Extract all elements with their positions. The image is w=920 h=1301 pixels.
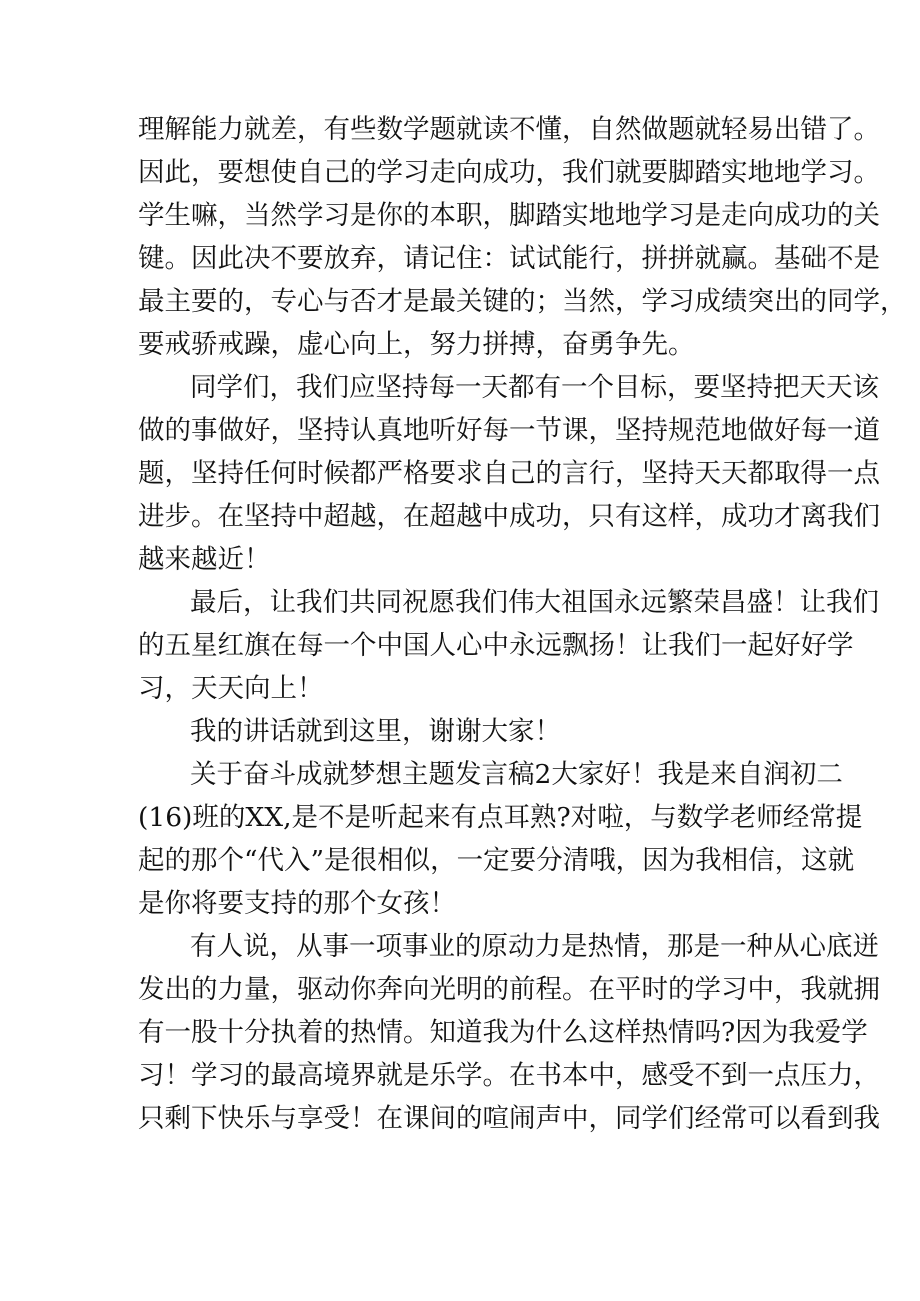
text-line: 学生嘛，当然学习是你的本职，脚踏实地地学习是走向成功的关 bbox=[138, 200, 880, 231]
paragraph-start-line: 关于奋斗成就梦想主题发言稿2大家好！我是来自润初二 bbox=[190, 759, 843, 790]
text-line: 键。因此决不要放弃，请记住：试试能行，拼拼就赢。基础不是 bbox=[138, 243, 880, 274]
text-line: 进步。在坚持中超越，在超越中成功，只有这样，成功才离我们 bbox=[138, 501, 880, 532]
text-line: 发出的力量，驱动你奔向光明的前程。在平时的学习中，我就拥 bbox=[138, 974, 880, 1005]
text-line: 题，坚持任何时候都严格要求自己的言行，坚持天天都取得一点 bbox=[138, 458, 880, 489]
text-line: 因此，要想使自己的学习走向成功，我们就要脚踏实地地学习。 bbox=[138, 157, 880, 188]
paragraph-start-line: 最后，让我们共同祝愿我们伟大祖国永远繁荣昌盛！让我们 bbox=[190, 587, 879, 618]
text-line: 最主要的，专心与否才是最关键的；当然，学习成绩突出的同学， bbox=[138, 286, 907, 317]
text-line: 只剩下快乐与享受！在课间的喧闹声中，同学们经常可以看到我 bbox=[138, 1103, 880, 1134]
text-line: 理解能力就差，有些数学题就读不懂，自然做题就轻易出错了。 bbox=[138, 114, 880, 145]
text-line: 习，天天向上！ bbox=[138, 673, 324, 704]
text-line: (16)班的XX,是不是听起来有点耳熟?对啦，与数学老师经常提 bbox=[138, 802, 863, 833]
paragraph-start-line: 我的讲话就到这里，谢谢大家！ bbox=[190, 716, 561, 747]
text-line: 越来越近！ bbox=[138, 544, 271, 575]
text-line: 要戒骄戒躁，虚心向上，努力拼搏，奋勇争先。 bbox=[138, 329, 695, 360]
text-line: 是你将要支持的那个女孩！ bbox=[138, 888, 456, 919]
paragraph-start-line: 有人说，从事一项事业的原动力是热情，那是一种从心底迸 bbox=[190, 931, 879, 962]
paragraph-start-line: 同学们，我们应坚持每一天都有一个目标，要坚持把天天该 bbox=[190, 372, 879, 403]
text-line: 习！学习的最高境界就是乐学。在书本中，感受不到一点压力， bbox=[138, 1060, 880, 1091]
text-line: 做的事做好，坚持认真地听好每一节课，坚持规范地做好每一道 bbox=[138, 415, 880, 446]
text-line: 起的那个“代入”是很相似，一定要分清哦，因为我相信，这就 bbox=[138, 845, 855, 876]
document-body bbox=[138, 108, 907, 1140]
text-line: 的五星红旗在每一个中国人心中永远飘扬！让我们一起好好学 bbox=[138, 630, 854, 661]
text-line: 有一股十分执着的热情。知道我为什么这样热情吗?因为我爱学 bbox=[138, 1017, 868, 1048]
